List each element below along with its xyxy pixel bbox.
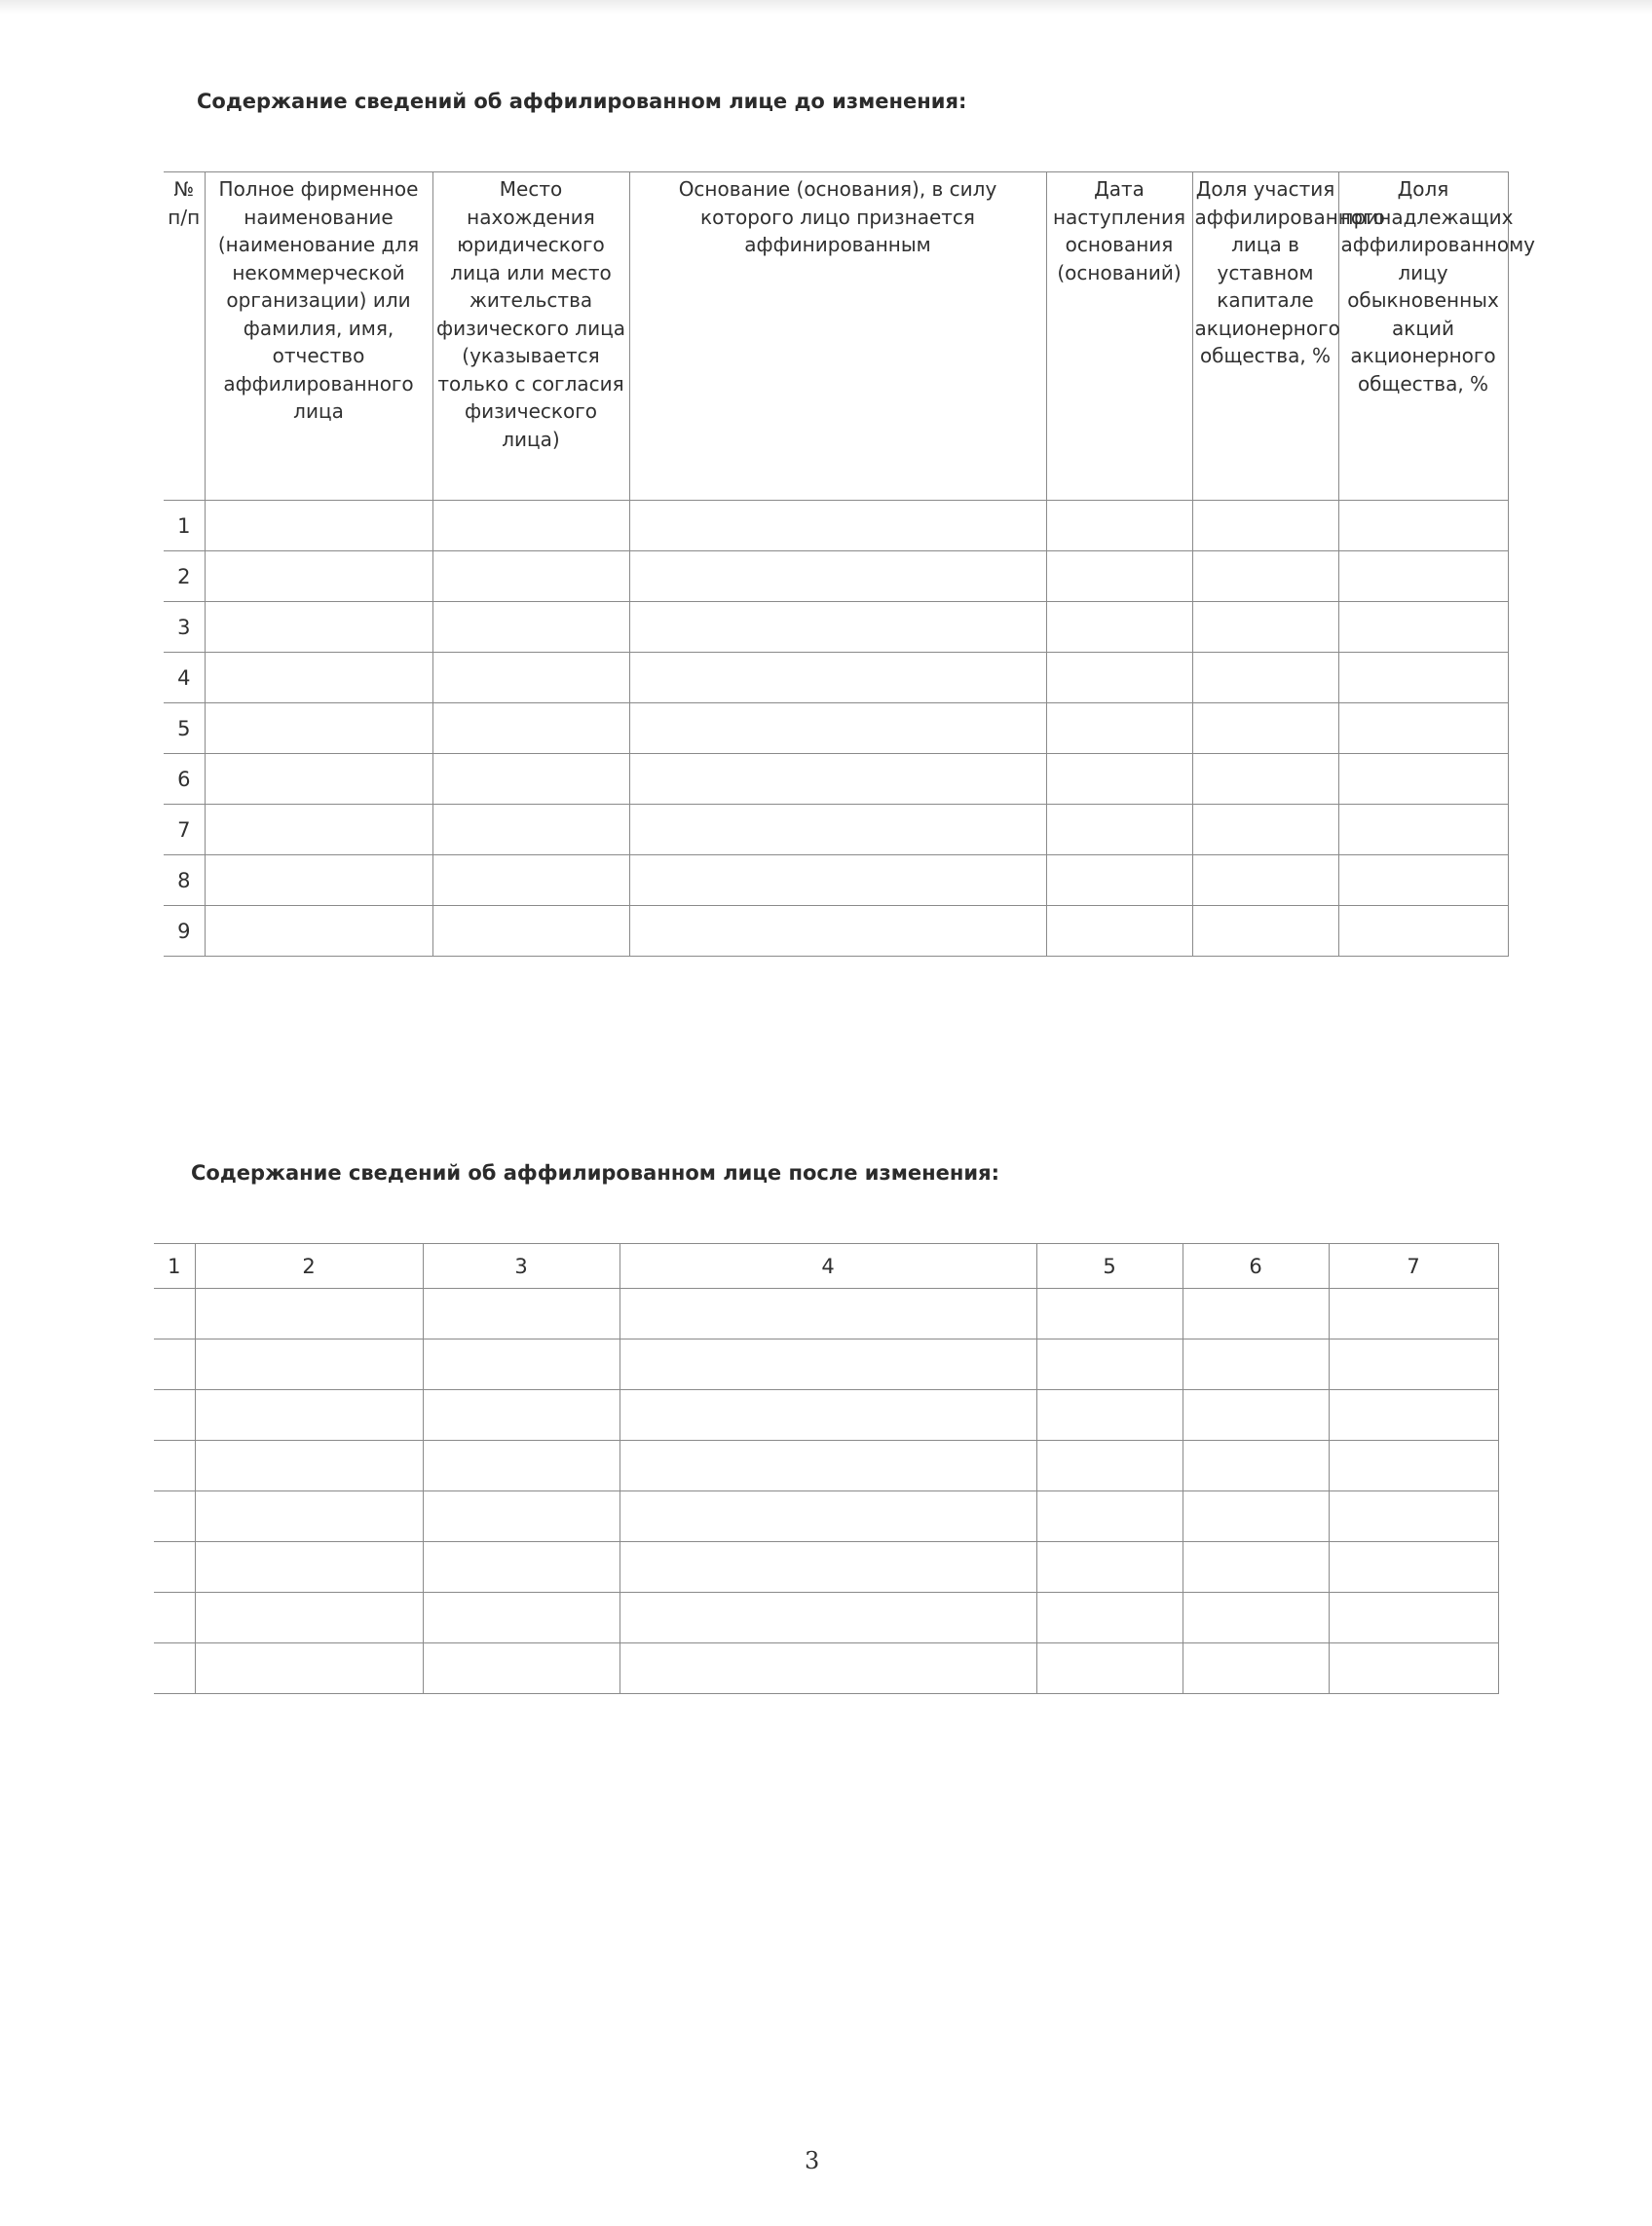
table-cell	[154, 1441, 195, 1491]
table-cell	[1329, 1289, 1498, 1339]
table-cell	[1183, 1491, 1329, 1542]
table-cell	[1192, 805, 1338, 855]
table-row	[164, 551, 1508, 602]
column-header-4: 4	[620, 1244, 1036, 1289]
column-header-name: Полное фирменное наименование (наименование для некоммерческой организации) или фамилия, имя, отчество аффилированного лица	[205, 172, 432, 501]
table-cell	[1183, 1339, 1329, 1390]
table-cell	[423, 1593, 620, 1643]
table-cell	[1338, 703, 1508, 754]
table-cell	[423, 1491, 620, 1542]
table-cell	[629, 805, 1046, 855]
table-cell	[423, 1441, 620, 1491]
table-cell	[629, 602, 1046, 653]
column-header-shares-share: Доля принадлежащих аффилированному лицу обыкновенных акций акционерного общества, %	[1338, 172, 1508, 501]
row-number: 3	[164, 602, 205, 653]
table-cell	[1329, 1441, 1498, 1491]
table-cell	[1036, 1491, 1183, 1542]
table-cell	[423, 1643, 620, 1694]
table-cell	[1338, 855, 1508, 906]
table-cell	[205, 653, 432, 703]
row-number: 7	[164, 805, 205, 855]
table-cell	[1338, 754, 1508, 805]
table-cell	[205, 501, 432, 551]
table-cell	[629, 703, 1046, 754]
table-cell	[1329, 1542, 1498, 1593]
table-cell	[1046, 754, 1192, 805]
table-cell	[1046, 855, 1192, 906]
table-cell	[620, 1339, 1036, 1390]
table-cell	[1338, 551, 1508, 602]
table-row	[154, 1289, 1498, 1339]
table-cell	[432, 906, 629, 957]
table-cell	[205, 805, 432, 855]
table-cell	[1036, 1441, 1183, 1491]
table-row	[154, 1491, 1498, 1542]
row-number: 8	[164, 855, 205, 906]
table-cell	[1192, 501, 1338, 551]
table-cell	[195, 1441, 423, 1491]
table-cell	[423, 1289, 620, 1339]
table-cell	[432, 754, 629, 805]
table-row	[164, 602, 1508, 653]
table-cell	[1036, 1339, 1183, 1390]
table-cell	[1338, 805, 1508, 855]
table-cell	[432, 805, 629, 855]
page-number: 3	[805, 2147, 820, 2174]
table-cell	[629, 855, 1046, 906]
row-number: 2	[164, 551, 205, 602]
table-cell	[620, 1491, 1036, 1542]
table-cell	[432, 602, 629, 653]
table-cell	[1036, 1542, 1183, 1593]
row-number: 4	[164, 653, 205, 703]
table-row	[154, 1441, 1498, 1491]
table-cell	[195, 1491, 423, 1542]
table-cell	[423, 1339, 620, 1390]
table-row	[154, 1542, 1498, 1593]
table-cell	[1329, 1593, 1498, 1643]
table-cell	[1329, 1339, 1498, 1390]
table-cell	[154, 1491, 195, 1542]
affiliate-before-table	[164, 171, 1536, 957]
column-header-6: 6	[1183, 1244, 1329, 1289]
table-cell	[1329, 1491, 1498, 1542]
table-cell	[1192, 703, 1338, 754]
row-number: 6	[164, 754, 205, 805]
table-header-row	[154, 1244, 1498, 1289]
heading-before-change: Содержание сведений об аффилированном лице до изменения:	[197, 90, 967, 113]
table-header-row	[164, 172, 1508, 501]
table-cell	[1183, 1289, 1329, 1339]
table-cell	[154, 1390, 195, 1441]
table-cell	[1183, 1643, 1329, 1694]
table-cell	[1036, 1289, 1183, 1339]
table-cell	[1036, 1390, 1183, 1441]
table-cell	[432, 501, 629, 551]
table-cell	[1036, 1643, 1183, 1694]
scan-edge-shadow	[0, 0, 1652, 14]
table-cell	[205, 855, 432, 906]
table-cell	[1192, 551, 1338, 602]
table-cell	[432, 703, 629, 754]
table-cell	[432, 855, 629, 906]
table-cell	[620, 1593, 1036, 1643]
column-header-7: 7	[1329, 1244, 1498, 1289]
table-cell	[195, 1390, 423, 1441]
column-header-basis: Основание (основания), в силу которого лицо признается аффинированным	[629, 172, 1046, 501]
table-cell	[1338, 653, 1508, 703]
table-cell	[1183, 1441, 1329, 1491]
table-cell	[205, 703, 432, 754]
table-row	[154, 1643, 1498, 1694]
column-header-capital-share: Доля участия аффилированного лица в уставном капитале акционерного общества, %	[1192, 172, 1338, 501]
table-cell	[1192, 602, 1338, 653]
table-cell	[423, 1542, 620, 1593]
table-row	[164, 855, 1508, 906]
table-cell	[1192, 906, 1338, 957]
table-cell	[1338, 602, 1508, 653]
column-header-2: 2	[195, 1244, 423, 1289]
column-header-3: 3	[423, 1244, 620, 1289]
table-cell	[1183, 1390, 1329, 1441]
column-header-location: Место нахождения юридического лица или место жительства физического лица (указывается только с согласия физического лица)	[432, 172, 629, 501]
table-cell	[629, 501, 1046, 551]
column-header-number: № п/п	[164, 172, 205, 501]
table-row	[154, 1593, 1498, 1643]
table-cell	[629, 906, 1046, 957]
table-cell	[1192, 653, 1338, 703]
table-cell	[1183, 1593, 1329, 1643]
column-header-5: 5	[1036, 1244, 1183, 1289]
table-row	[164, 653, 1508, 703]
table-cell	[629, 551, 1046, 602]
table-cell	[1046, 551, 1192, 602]
row-number: 1	[164, 501, 205, 551]
table-cell	[154, 1289, 195, 1339]
table-cell	[432, 551, 629, 602]
row-number: 9	[164, 906, 205, 957]
table-cell	[205, 551, 432, 602]
table-cell	[1046, 906, 1192, 957]
table-cell	[1046, 805, 1192, 855]
table-cell	[205, 754, 432, 805]
table-cell	[1046, 703, 1192, 754]
table-cell	[1338, 906, 1508, 957]
table-cell	[1192, 855, 1338, 906]
table-row	[164, 501, 1508, 551]
table-cell	[195, 1289, 423, 1339]
table-cell	[423, 1390, 620, 1441]
table-row	[154, 1390, 1498, 1441]
table-cell	[620, 1441, 1036, 1491]
table-cell	[1183, 1542, 1329, 1593]
table-cell	[195, 1593, 423, 1643]
table-cell	[154, 1593, 195, 1643]
table-cell	[1329, 1390, 1498, 1441]
affiliate-after-table	[154, 1243, 1499, 1694]
table-cell	[195, 1542, 423, 1593]
table-cell	[629, 754, 1046, 805]
table-cell	[195, 1339, 423, 1390]
table-cell	[1338, 501, 1508, 551]
heading-after-change: Содержание сведений об аффилированном лице после изменения:	[191, 1161, 999, 1185]
table-row	[164, 703, 1508, 754]
table-cell	[432, 653, 629, 703]
table-cell	[154, 1542, 195, 1593]
table-cell	[1046, 653, 1192, 703]
table-cell	[154, 1643, 195, 1694]
table-cell	[154, 1339, 195, 1390]
table-cell	[1329, 1643, 1498, 1694]
row-number: 5	[164, 703, 205, 754]
table-cell	[1036, 1593, 1183, 1643]
table-cell	[620, 1390, 1036, 1441]
table-cell	[205, 602, 432, 653]
table-row	[154, 1339, 1498, 1390]
column-header-1: 1	[154, 1244, 195, 1289]
table-cell	[1046, 501, 1192, 551]
table-cell	[205, 906, 432, 957]
table-row	[164, 906, 1508, 957]
table-cell	[1192, 754, 1338, 805]
table-cell	[195, 1643, 423, 1694]
column-header-date: Дата наступления основания (оснований)	[1046, 172, 1192, 501]
table-cell	[1046, 602, 1192, 653]
table-cell	[620, 1289, 1036, 1339]
table-cell	[620, 1542, 1036, 1593]
table-cell	[620, 1643, 1036, 1694]
table-cell	[629, 653, 1046, 703]
table-row	[164, 805, 1508, 855]
table-row	[164, 754, 1508, 805]
